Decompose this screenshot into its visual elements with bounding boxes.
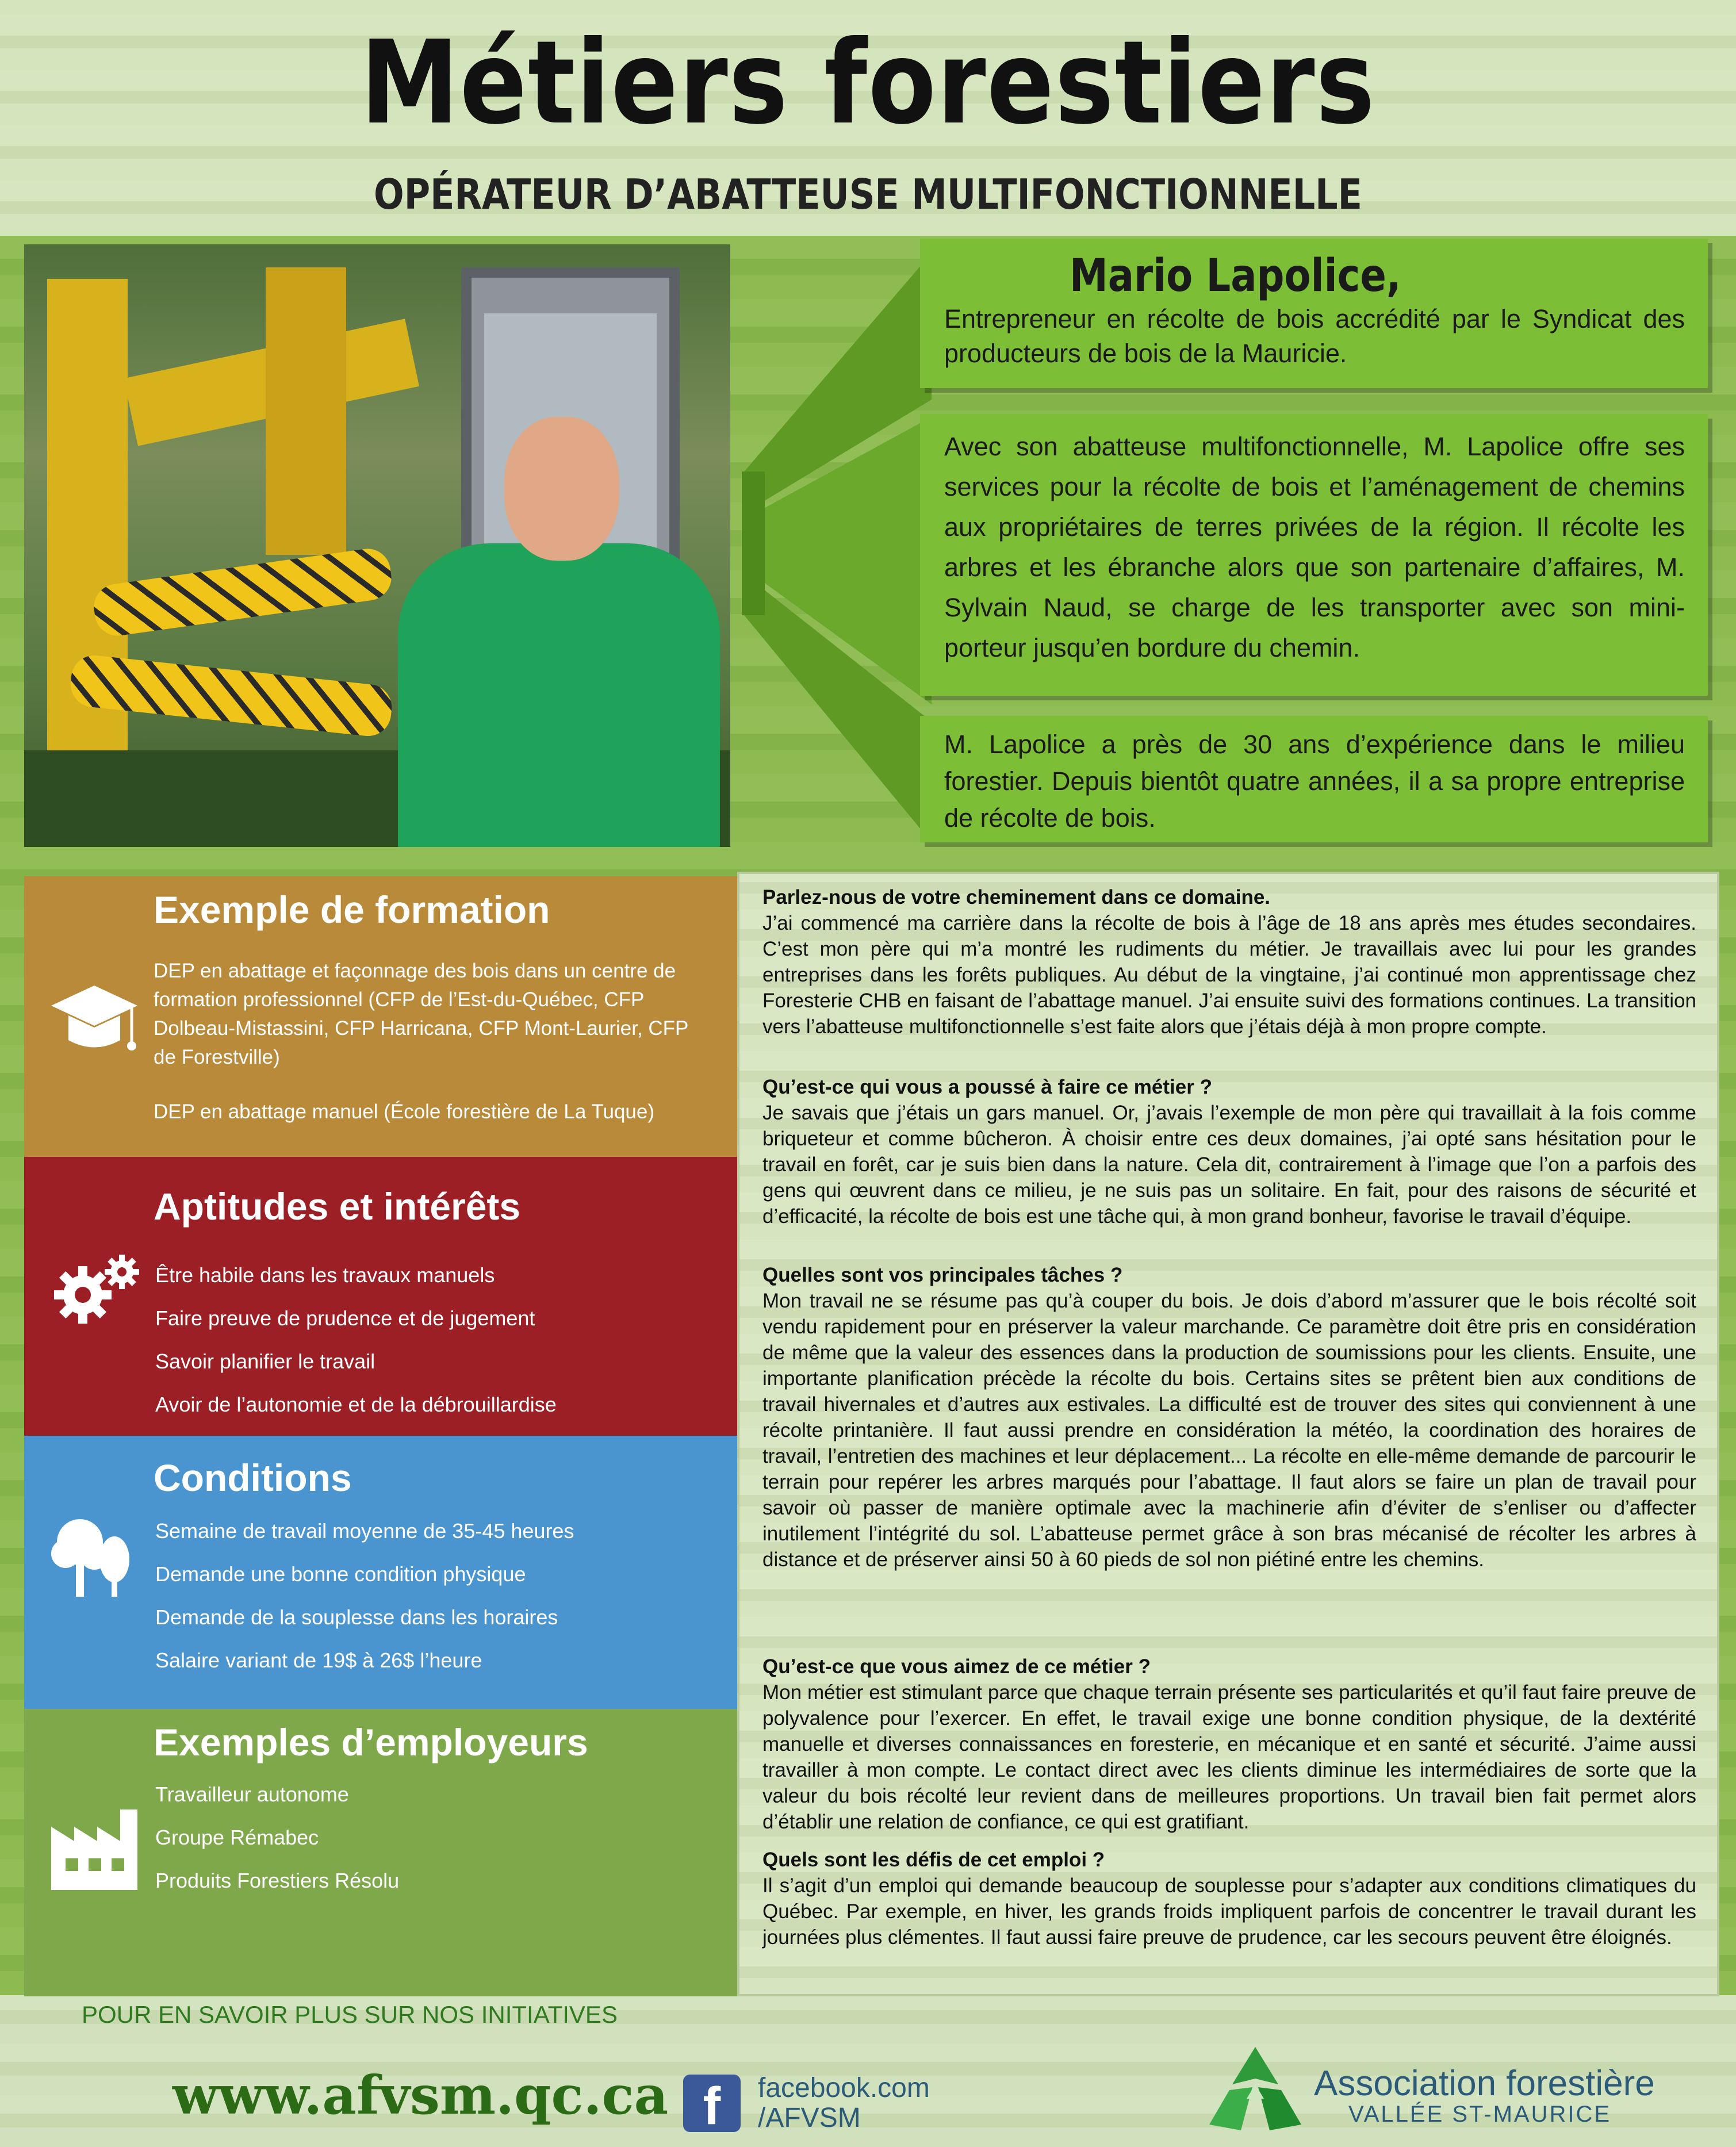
formation-text-1: DEP en abattage et façonnage des bois dans un centre de formation professionnel (CFP de l’Est-du-Québec, CFP Dolbeau-Mistassini, CFP Harricana, CFP Mont-Laurier, CFP de Forestville) <box>154 960 688 1068</box>
interview-section <box>737 872 1719 1996</box>
aptitudes-title: Aptitudes et intérêts <box>154 1185 521 1228</box>
formation-text-2: DEP en abattage manuel (École forestière de La Tuque) <box>154 1101 655 1123</box>
page-subtitle: OPÉRATEUR D’ABATTEUSE MULTIFONCTIONNELLE <box>374 170 1362 218</box>
condition-item: Semaine de travail moyenne de 35-45 heures <box>155 1519 574 1543</box>
interview-block <box>762 1654 1696 1835</box>
profile-header-box <box>920 239 1708 388</box>
callout-connector <box>742 244 932 848</box>
interview-question: Qu’est-ce que vous aimez de ce métier ? <box>762 1655 1151 1678</box>
condition-item: Demande une bonne condition physique <box>155 1562 526 1586</box>
employers-title: Exemples d’employeurs <box>154 1721 588 1763</box>
employer-item: Groupe Rémabec <box>155 1826 319 1849</box>
interview-block <box>762 1262 1696 1573</box>
person-head <box>504 417 619 561</box>
facebook-link-line1: facebook.com <box>758 2073 930 2103</box>
page-title: Métiers forestiers <box>360 16 1376 150</box>
aptitudes-panel <box>24 1157 737 1436</box>
graduation-cap-icon <box>48 974 140 1066</box>
formation-panel <box>24 876 737 1157</box>
person-role: Entrepreneur en récolte de bois accrédité par le Syndicat des producteurs de bois de la Mauricie. <box>944 304 1685 368</box>
profile-experience-box <box>920 716 1708 842</box>
association-subtitle: VALLÉE ST-MAURICE <box>1348 2102 1612 2127</box>
interview-question: Quels sont les défis de cet emploi ? <box>762 1849 1105 1871</box>
association-logo-icon <box>1206 2044 1304 2136</box>
person-shirt <box>398 543 720 847</box>
interview-block <box>762 1847 1696 1950</box>
interview-question: Quelles sont vos principales tâches ? <box>762 1264 1123 1286</box>
profile-description-box <box>920 414 1708 696</box>
interview-block <box>762 884 1696 1040</box>
trees-icon <box>48 1510 135 1602</box>
interview-answer: Mon travail ne se résume pas qu’à couper du bois. Je dois d’abord m’assurer que le bois récolté soit vendu rapidement pour en préserver la valeur marchande. Ce paramètre doit être pris en considération de même que la valeur des essences dans la production de soumissions pour les clients. Ensuite, une importante planification précède la récolte du bois. Certains sites se prêtent bien aux conditions de travail hivernales et d’autres aux estivales. La difficulté est de trouver des sites qui conviennent à une récolte printanière. Il faut aussi prendre en considération la météo, la coordination des horaires de travail, l’entretien des machines et leur déplacement... La récolte en elle-même demande de parcourir le terrain pour repérer les arbres marqués pour l’abattage. Il faut alors se faire un plan de travail pour savoir où passer de manière optimale avec la machinerie afin d’éviter de s’enliser ou d’affecter inutilement l’intégrité du sol. L’abatteuse permet grâce à son bras mécanisé de récolter les arbres à distance et de préserver ainsi 50 à 60 pieds de sol non piétiné entre les chemins. <box>762 1290 1696 1571</box>
condition-item: Demande de la souplesse dans les horaires <box>155 1605 558 1629</box>
facebook-link[interactable] <box>758 2073 930 2133</box>
employer-item: Produits Forestiers Résolu <box>155 1869 400 1892</box>
machine-mast <box>266 267 346 555</box>
aptitude-item: Avoir de l’autonomie et de la débrouillardise <box>155 1393 557 1416</box>
association-name: Association forestière <box>1314 2064 1655 2103</box>
gears-icon <box>48 1249 146 1329</box>
profile-photo <box>24 244 730 847</box>
person-name: Mario Lapolice, <box>1070 250 1401 302</box>
interview-answer: Il s’agit d’un emploi qui demande beaucoup de souplesse pour s’adapter aux conditions climatiques du Québec. Par exemple, en hiver, les grands froids impliquent parfois de concentrer le travail durant les journées plus clémentes. Il faut aussi faire preuve de prudence, car les secours peuvent être éloignés. <box>762 1874 1696 1949</box>
footer-tagline: POUR EN SAVOIR PLUS SUR NOS INITIATIVES <box>82 2001 618 2028</box>
aptitude-item: Faire preuve de prudence et de jugement <box>155 1306 535 1330</box>
interview-answer: J’ai commencé ma carrière dans la récolte de bois à l’âge de 18 ans après mes études secondaires. C’est mon père qui m’a montré les rudiments du métier. Je travaillais avec lui pour les grandes entreprises dans les forêts publiques. Au début de la vingtaine, j’ai continué mon apprentissage chez Foresterie CHB en faisant de l’abattage manuel. J’ai ensuite suivi des formations continues. La transition vers l’abatteuse multifonctionnelle s’est faite alors que j’étais déjà à mon propre compte. <box>762 912 1696 1038</box>
factory-icon <box>48 1804 140 1896</box>
conditions-title: Conditions <box>154 1456 352 1499</box>
interview-question: Qu’est-ce qui vous a poussé à faire ce métier ? <box>762 1076 1212 1098</box>
facebook-link-line2: /AFVSM <box>758 2103 861 2133</box>
employer-item: Travailleur autonome <box>155 1782 349 1806</box>
employers-panel <box>24 1709 737 1996</box>
formation-title: Exemple de formation <box>154 888 550 931</box>
aptitude-item: Être habile dans les travaux manuels <box>155 1263 495 1287</box>
facebook-icon[interactable]: f <box>683 2075 741 2132</box>
interview-question: Parlez-nous de votre cheminement dans ce domaine. <box>762 886 1271 908</box>
person-description: Avec son abatteuse multifonctionnelle, M. Lapolice offre ses services pour la récolte de bois et l’aménagement de chemins aux propriétaires de terres privées de la région. Il récolte les arbres et les ébranche alors que son partenaire d’affaires, M. Sylvain Naud, se charge de les transporter avec son mini-porteur jusqu’en bordure du chemin. <box>944 432 1685 662</box>
conditions-panel <box>24 1436 737 1709</box>
person-experience: M. Lapolice a près de 30 ans d’expérience dans le milieu forestier. Depuis bientôt quatre années, il a sa propre entreprise de récolte de bois. <box>944 730 1685 833</box>
website-link[interactable]: www.afvsm.qc.ca <box>173 2064 669 2126</box>
hydraulic-hose <box>91 546 394 638</box>
interview-block <box>762 1074 1696 1229</box>
condition-item: Salaire variant de 19$ à 26$ l’heure <box>155 1648 482 1672</box>
interview-answer: Mon métier est stimulant parce que chaque terrain présente ses particularités et qu’il faut faire preuve de polyvalence pour l’exercer. En effet, le travail exige une bonne condition physique, de la dextérité manuelle et diverses connaissances en foresterie, en mécanique et en santé et sécurité. J’aime aussi travailler à mon compte. Le contact direct avec les clients diminue les intermédiaires de sorte que la valeur du bois récolté leur revient dans de meilleures proportions. Un travail bien fait permet alors d’établir une relation de confiance, ce qui est gratifiant. <box>762 1681 1696 1833</box>
interview-answer: Je savais que j’étais un gars manuel. Or, j’avais l’exemple de mon père qui travaillait à la fois comme briqueteur et comme bûcheron. À choisir entre ces deux domaines, j’ai opté sans hésitation pour le travail en forêt, car je suis bien dans la nature. Cela dit, contrairement à l’image que l’on a parfois des gens qui œuvrent dans ce milieu, je ne suis pas un solitaire. En fait, pour des raisons de sécurité et d’efficacité, la récolte de bois est une tâche qui, à mon grand bonheur, favorise le travail d’équipe. <box>762 1102 1696 1228</box>
aptitude-item: Savoir planifier le travail <box>155 1349 375 1373</box>
